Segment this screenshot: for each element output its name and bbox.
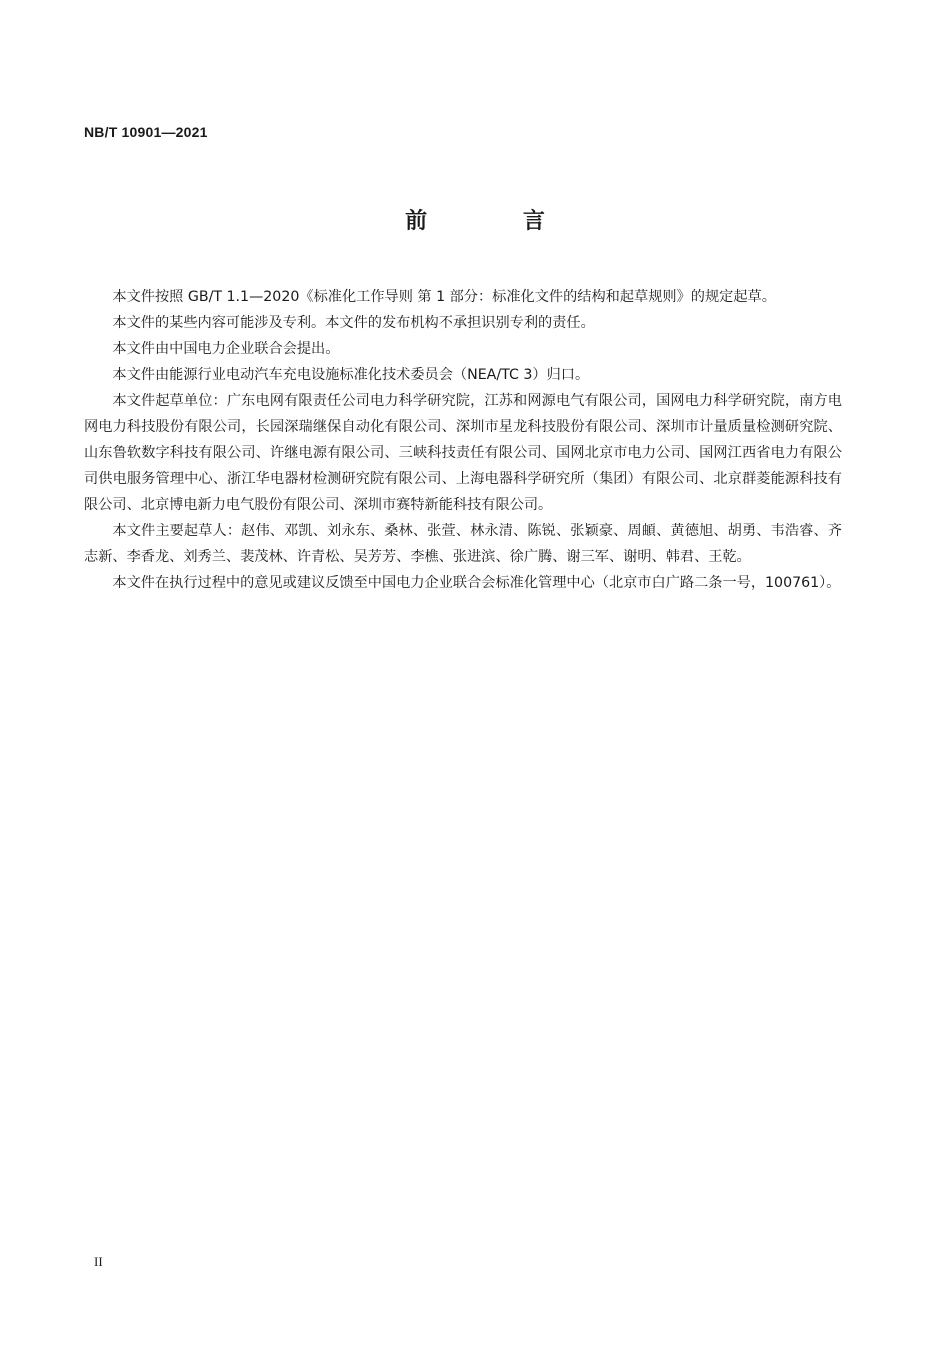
paragraph-proposer: 本文件由中国电力企业联合会提出。 (112, 341, 340, 357)
paragraph-patent-notice: 本文件的某些内容可能涉及专利。本文件的发布机构不承担识别专利的责任。 (112, 315, 595, 331)
page-number: II (94, 1254, 103, 1269)
paragraph-feedback: 本文件在执行过程中的意见或建议反馈至中国电力企业联合会标准化管理中心（北京市白广路二条一号，100761）。 (112, 575, 841, 591)
paragraph-drafting-units: 本文件起草单位：广东电网有限责任公司电力科学研究院，江苏和网源电气有限公司，国网电力科学研究院，南方电网电力科技股份有限公司，长园深瑞继保自动化有限公司、深圳市星龙科技股份有限公司、深圳市计量质量检测研究院、山东鲁软数字科技有限公司、许继电源有限公司、三峡科技责任有限公司、国网北京市电力公司、国网江西省电力有限公司供电服务管理中心、浙江华电器材检测研究院有限公司、上海电器科学研究所（集团）有限公司、北京群菱能源科技有限公司、北京博电新力电气股份有限公司、深圳市赛特新能科技有限公司。 (84, 393, 842, 513)
paragraph-drafting-rules: 本文件按照 GB/T 1.1—2020《标准化工作导则 第 1 部分：标准化文件的结构和起草规则》的规定起草。 (112, 289, 776, 305)
preface-body (84, 284, 842, 596)
document-code: NB/T 10901—2021 (84, 124, 208, 140)
page-title: 前 言 (405, 209, 589, 234)
paragraph-drafters: 本文件主要起草人：赵伟、邓凯、刘永东、桑林、张萱、林永清、陈锐、张颖豪、周頔、黄德旭、胡勇、韦浩睿、齐志新、李香龙、刘秀兰、裴茂林、许青松、吴芳芳、李樵、张进滨、徐广腾、谢三军、谢明、韩君、王乾。 (84, 523, 842, 565)
paragraph-committee: 本文件由能源行业电动汽车充电设施标准化技术委员会（NEA/TC 3）归口。 (112, 367, 590, 383)
